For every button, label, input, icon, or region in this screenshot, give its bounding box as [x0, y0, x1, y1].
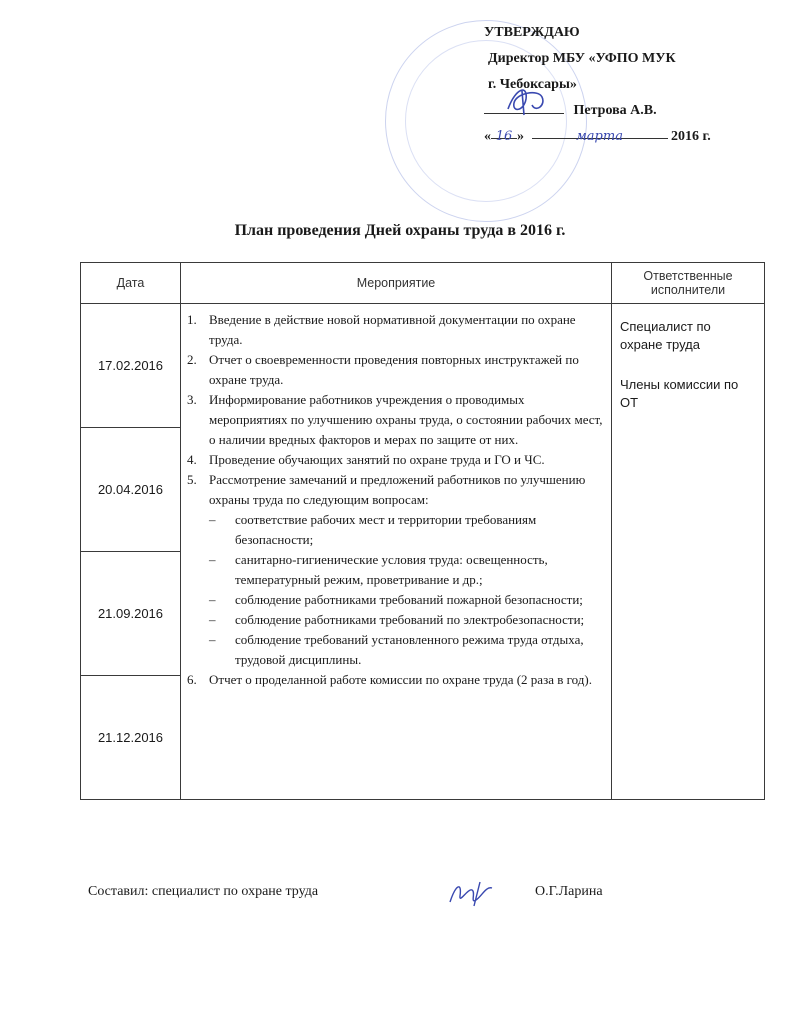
event-text: Проведение обучающих занятий по охране труда и ГО и ЧС.: [209, 452, 545, 467]
dash-mark: –: [209, 632, 216, 647]
date-month: марта: [532, 124, 668, 139]
table-header-row: [81, 263, 765, 304]
event-text: Отчет о своевременности проведения повторных инструктажей по охране труда.: [209, 352, 579, 387]
date-cell: 20.04.2016: [81, 428, 181, 552]
event-item: [187, 350, 605, 390]
subitem-text: соблюдение требований установленного режима труда отдыха, трудовой дисциплины.: [235, 632, 584, 667]
dash-mark: –: [209, 612, 216, 627]
event-item: [187, 310, 605, 350]
event-number: 4.: [187, 452, 197, 467]
compiled-by: Составил: специалист по охране труда: [88, 884, 319, 899]
approval-heading: УТВЕРЖДАЮ: [484, 25, 580, 40]
dash-mark: –: [209, 512, 216, 527]
date-cell: 21.09.2016: [81, 552, 181, 676]
event-subitem: [187, 550, 605, 590]
event-subitem: [187, 510, 605, 550]
approval-block: [484, 20, 784, 150]
event-number: 5.: [187, 472, 197, 487]
date-cell: 21.12.2016: [81, 676, 181, 800]
event-number: 3.: [187, 392, 197, 407]
event-item: [187, 670, 605, 690]
date-year: 2016 г.: [671, 129, 711, 144]
subitem-text: соответствие рабочих мест и территории требованиям безопасности;: [235, 512, 537, 547]
event-text: Введение в действие новой нормативной документации по охране труда.: [209, 312, 576, 347]
date-day: 16: [491, 124, 517, 139]
events-cell: [181, 304, 612, 800]
dash-mark: –: [209, 592, 216, 607]
responsible-specialist: Специалист по охране труда: [620, 319, 711, 352]
signer-name: Петрова А.В.: [573, 103, 657, 118]
event-number: 6.: [187, 672, 197, 687]
approval-position: Директор МБУ «УФПО МУК: [488, 51, 676, 66]
event-item: [187, 390, 605, 450]
responsible-cell: [612, 304, 765, 800]
signature-line: [484, 99, 564, 114]
event-text: Отчет о проделанной работе комиссии по охране труда (2 раза в год).: [209, 672, 592, 687]
header-event: Мероприятие: [181, 263, 612, 304]
subitem-text: соблюдение работниками требований пожарной безопасности;: [235, 592, 583, 607]
document-title: План проведения Дней охраны труда в 2016 г.: [234, 222, 566, 239]
event-subitem: [187, 610, 605, 630]
date-close-quote: »: [517, 129, 524, 144]
event-subitem: [187, 630, 605, 670]
responsible-commission: Члены комиссии по ОТ: [620, 377, 739, 410]
event-subitem: [187, 590, 605, 610]
event-number: 1.: [187, 312, 197, 327]
event-item: [187, 450, 605, 470]
dash-mark: –: [209, 552, 216, 567]
header-responsible: Ответственные исполнители: [612, 263, 765, 304]
subitem-text: соблюдение работниками требований по электробезопасности;: [235, 612, 585, 627]
director-signature: [498, 83, 568, 117]
subitem-text: санитарно-гигиенические условия труда: освещенность, температурный режим, проветривание и др.;: [235, 552, 548, 587]
event-text: Рассмотрение замечаний и предложений работников по улучшению охраны труда по следующим вопросам:: [209, 472, 586, 507]
event-text: Информирование работников учреждения о проводимых мероприятиях по улучшению охраны труда, о состоянии рабочих мест, о наличии вредных факторов и мерах по защите от них.: [209, 392, 603, 447]
date-cell: 17.02.2016: [81, 304, 181, 428]
event-item: [187, 470, 605, 510]
table-row: [81, 304, 765, 428]
event-number: 2.: [187, 352, 197, 367]
compiler-name: О.Г.Ларина: [535, 884, 603, 899]
date-open-quote: «: [484, 129, 491, 144]
compiler-signature: [446, 878, 496, 908]
plan-table: [80, 262, 765, 800]
approval-city: г. Чебоксары»: [488, 77, 577, 92]
header-date: Дата: [81, 263, 181, 304]
